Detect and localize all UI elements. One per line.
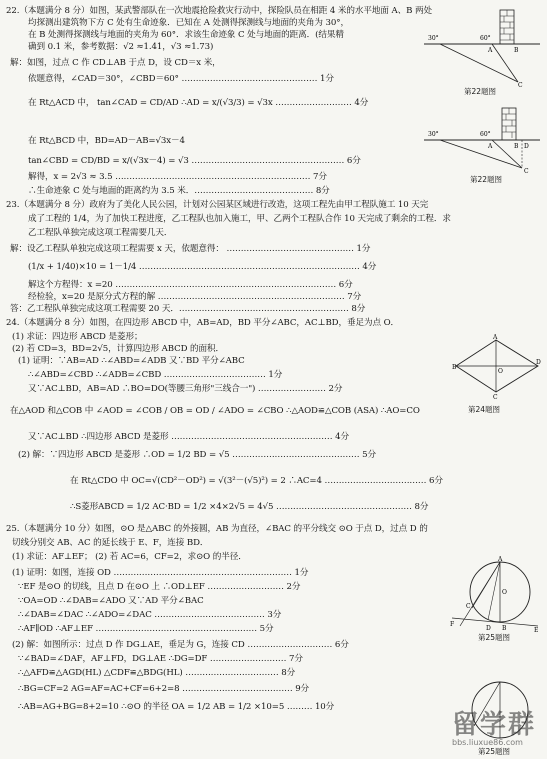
text-line: 答：乙工程队单独完成这项工程需要 20 天．…………………………………………………… 8分	[10, 304, 366, 314]
text-line: ∴∠ABD=∠CBD ∴∠ADB=∠CBD ……………………………… 1分	[28, 370, 283, 380]
svg-text:A: A	[488, 143, 493, 150]
figure-24-rhombus	[452, 334, 542, 401]
text-line: 在 Rt△CDO 中 OC=√(CD²－OD²) = √(3²－(√5)²) = 2 ∴AC=4 ……………………………… 6分	[70, 476, 443, 486]
svg-text:60°: 60°	[480, 35, 491, 42]
svg-text:B: B	[514, 143, 519, 150]
text-line: (2) 解：∵四边形 ABCD 是菱形 ∴OD = 1/2 BD = √5 ……………………………………… 5分	[18, 450, 376, 460]
text-line: (1/x + 1/40)×10 = 1－1/4 …………………………………………………………………… 4分	[28, 262, 377, 272]
svg-text:C: C	[518, 82, 523, 89]
svg-text:O: O	[502, 589, 507, 596]
text-line: ∵∠BAD=∠DAF，AF⊥FD，DG⊥AE ∴DG=DF ……………………… 7分	[18, 654, 303, 664]
svg-text:D: D	[524, 143, 529, 150]
svg-text:C: C	[493, 394, 498, 401]
figure-24-caption: 第24题图	[468, 405, 501, 414]
text-line: ∴AF∥OD ∴AF⊥EF ………………………………………………… 5分	[18, 624, 274, 634]
text-line: 解得，x = 2√3 ≈ 3.5 …………………………………………………………… 7分	[28, 172, 327, 182]
text-line: tan∠CBD = CD/BD = x/(√3x－4) = √3 ……………………………………………… 6分	[28, 156, 361, 166]
text-line: 22.（本题满分 8 分）如图，某武警部队在一次地震抢险救灾行动中，探险队员在相距 4 米的水平地面 A、B 两处	[6, 6, 432, 16]
text-line: 切线分别交 AB、AC 的延长线于 E、F，连接 BD．	[12, 538, 209, 548]
svg-text:B: B	[514, 47, 519, 54]
text-line: ∴生命迹象 C 处与地面的距离约为 3.5 米．…………………………………… 8分	[28, 186, 330, 196]
text-line: 均探测出建筑物下方 C 处有生命迹象．已知在 A 处测得探测线与地面的夹角为 30°，	[28, 18, 349, 28]
svg-text:F: F	[450, 621, 455, 628]
text-line: ∴△AFD≌△AGD(HL) △CDF≌△BDG(HL) …………………………… 8分	[18, 668, 296, 678]
figure-22-top-caption: 第22题图	[464, 87, 497, 96]
text-line: 在 Rt△BCD 中，BD=AD－AB=√3x－4	[28, 136, 185, 146]
text-line: 23.（本题满分 8 分）政府为了美化人民公园，计划对公园某区域进行改造，这项工程先由甲工程队施工 10 天完	[6, 200, 429, 210]
text-line: 25.（本题满分 10 分）如图，⊙O 是△ABC 的外接圆，AB 为直径，∠BAC 的平分线交 ⊙O 于点 D，过点 D 的	[6, 524, 428, 534]
text-line: (2) 若 CD=3，BD=2√5，计算四边形 ABCD 的面积．	[12, 344, 225, 354]
svg-text:30°: 30°	[428, 131, 439, 138]
svg-text:A: A	[498, 556, 503, 563]
svg-text:A: A	[493, 334, 498, 341]
svg-text:C: C	[524, 168, 529, 175]
text-line: 24.（本题满分 8 分）如图，在四边形 ABCD 中，AB=AD，BD 平分∠ABC，AC⊥BD，垂足为点 O．	[6, 318, 400, 328]
text-line: (1) 证明：如图，连接 OD ……………………………………………………… 1分	[12, 568, 309, 578]
text-line: 又∵AC⊥BD ∴四边形 ABCD 是菱形 ………………………………………………… 4分	[28, 432, 350, 442]
text-line: 解：设乙工程队单独完成这项工程需要 x 天，依题意得： ……………………………………… 1分	[10, 244, 371, 254]
watermark-url: bbs.liuxue86.com	[452, 738, 523, 747]
svg-text:E: E	[534, 627, 539, 634]
text-line: 乙工程队单独完成这项工程需要几天．	[28, 228, 173, 238]
text-line: 在 B 处测得探测线与地面的夹角为 60°．求该生命迹象 C 处与地面的距离．(结果精	[28, 30, 344, 40]
watermark-logo: 留学群	[452, 710, 537, 740]
svg-text:O: O	[498, 368, 503, 375]
text-line: 解这个方程得：x =20 …………………………………………………………………… 6分	[28, 280, 353, 290]
text-line: 经检验，x=20 是原分式方程的解 ………………………………………………………… 7分	[28, 292, 362, 302]
text-line: ∴S菱形ABCD = 1/2 AC·BD = 1/2 ×4×2√5 = 4√5 ………………………………………… 8分	[70, 502, 429, 512]
svg-text:A: A	[488, 47, 493, 54]
text-line: 又∵AC⊥BD，AB=AD ∴BO=DO(等腰三角形"三线合一") …………………… 2分	[28, 384, 343, 394]
svg-text:C: C	[466, 603, 471, 610]
svg-text:B: B	[452, 364, 457, 371]
text-line: ∴BG=CF=2 AG=AF=AC+CF=6+2=8 ………………………………… 9分	[18, 684, 310, 694]
svg-text:60°: 60°	[480, 131, 491, 138]
text-line: 成了工程的 1/4，为了加快工程进度，乙工程队也加入施工，甲、乙两个工程队合作 10 天完成了剩余的工程．求	[28, 214, 451, 224]
svg-text:D: D	[486, 625, 491, 632]
text-line: (1) 求证：AF⊥EF； (2) 若 AC=6，CF=2，求⊙O 的半径．	[12, 552, 247, 562]
text-line: 依题意得，∠CAD＝30°，∠CBD＝60° ………………………………………… 1分	[28, 74, 334, 84]
figure-25-a-caption: 第25题图	[478, 633, 511, 642]
text-line: (1) 证明：∵AB=AD ∴∠ABD=∠ADB 又∵BD 平分∠ABC	[18, 356, 245, 366]
figure-22-bottom-caption: 第22题图	[470, 175, 503, 184]
figure-25-b-caption: 第25题图	[478, 747, 511, 756]
figure-22-bottom	[422, 106, 542, 174]
figure-25-circle-a	[448, 556, 542, 634]
text-line: ∴∠DAB=∠DAC ∴∠ADO=∠DAC ………………………………… 3分	[18, 610, 282, 620]
svg-text:D: D	[536, 359, 541, 366]
svg-text:B: B	[502, 625, 507, 632]
text-line: ∵OA=OD ∴∠DAB=∠ADO 又∵AD 平分∠BAC	[18, 596, 204, 606]
text-line: 在△AOD 和△COB 中 ∠AOD = ∠COB / OB = OD / ∠ADO = ∠CBO ∴△AOD≌△COB (ASA) ∴AO=CO	[10, 406, 420, 416]
text-line: ∵EF 是⊙O 的切线，且点 D 在⊙O 上 ∴OD⊥EF ……………………… 2分	[18, 582, 301, 592]
text-line: 在 Rt△ACD 中， tan∠CAD = CD/AD ∴AD = x/(√3/3) = √3x ……………………… 4分	[28, 98, 369, 108]
text-line: ∴AB=AG+BG=8+2=10 ∴⊙O 的半径 OA = 1/2 AB = 1/2 ×10=5 ……… 10分	[18, 702, 335, 712]
text-line: 确到 0.1 米，参考数据：√2 ≈1.41，√3 ≈1.73)	[28, 42, 214, 52]
text-line: (1) 求证：四边形 ABCD 是菱形；	[12, 332, 143, 342]
figure-22-top	[422, 4, 542, 88]
svg-text:30°: 30°	[428, 35, 439, 42]
text-line: 解：如图，过点 C 作 CD⊥AB 于点 D，设 CD＝x 米，	[10, 58, 221, 68]
text-line: (2) 解：如图所示：过点 D 作 DG⊥AE，垂足为 G，连接 CD ………………………… 6分	[12, 640, 349, 650]
